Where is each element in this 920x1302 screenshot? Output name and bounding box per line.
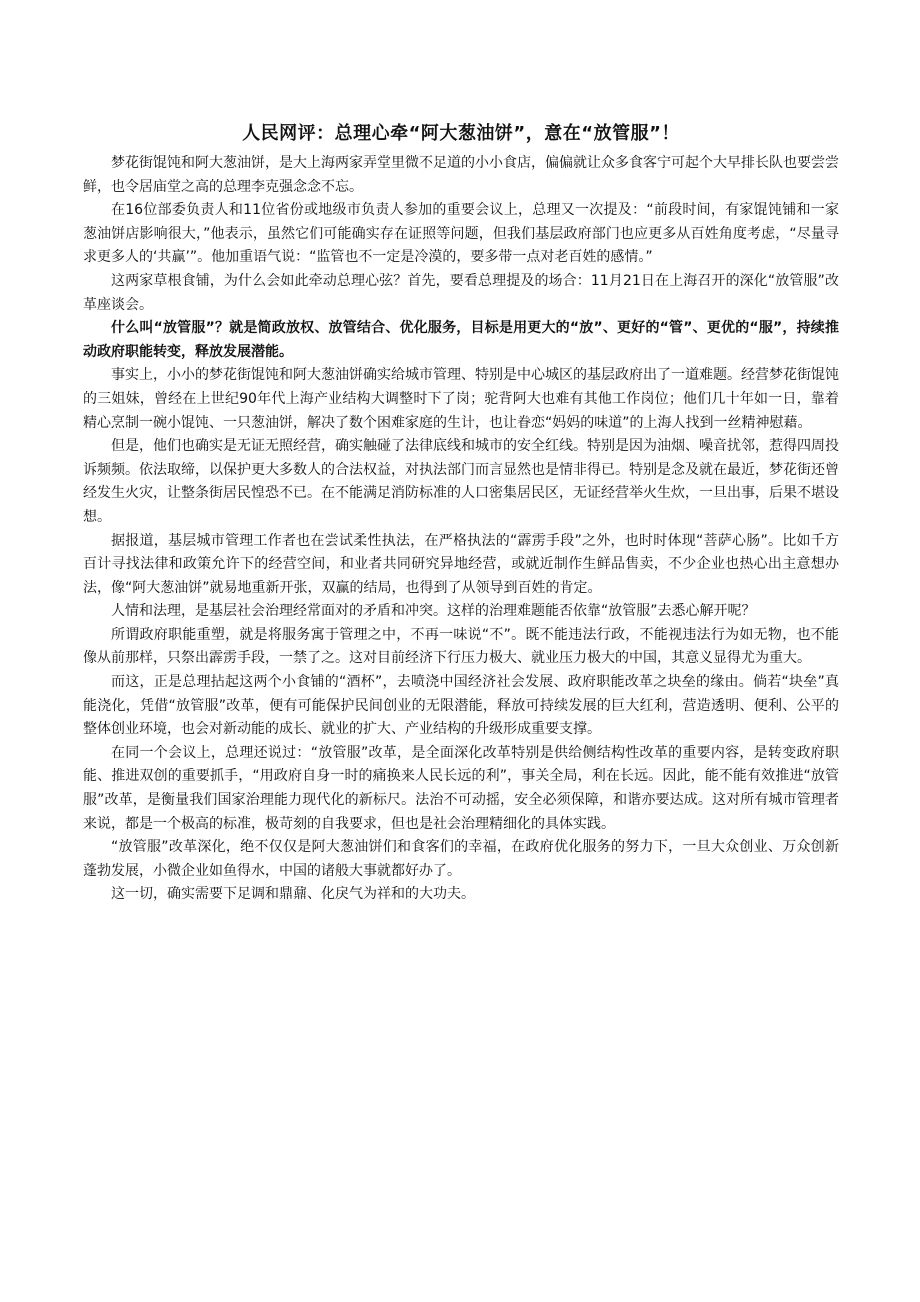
paragraph: 这两家草根食铺，为什么会如此牵动总理心弦？首先，要看总理提及的场合：11月21日在上海召开的深化“放管服”改革座谈会。	[83, 272, 839, 313]
paragraph: 在16位部委负责人和11位省份或地级市负责人参加的重要会议上，总理又一次提及：“前段时间，有家馄饨铺和一家葱油饼店影响很大，”他表示，虽然它们可能确实存在证照等问题，但我们基层政府部门也应更多从百姓角度考虑，“尽量寻求更多人的‘共赢’”。他加重语气说：“监管也不一定是冷漠的，要多带一点对老百姓的感情。”	[83, 202, 839, 266]
paragraph-emphasis: 什么叫“放管服”？就是简政放权、放管结合、优化服务，目标是用更大的“放”、更好的“管”、更优的“服”，持续推动政府职能转变，释放发展潜能。	[83, 320, 839, 360]
paragraph: “放管服”改革深化，绝不仅仅是阿大葱油饼们和食客们的幸福，在政府优化服务的努力下，一旦大众创业、万众创新蓬勃发展，小微企业如鱼得水，中国的诸般大事就都好办了。	[83, 839, 839, 879]
paragraph: 所谓政府职能重塑，就是将服务寓于管理之中，不再一味说“不”。既不能违法行政，不能视违法行为如无物，也不能像从前那样，只祭出霹雳手段，一禁了之。这对目前经济下行压力极大、就业压力极大的中国，其意义显得尤为重大。	[83, 626, 839, 667]
paragraph: 梦花街馄饨和阿大葱油饼，是大上海两家弄堂里微不足道的小小食店，偏偏就让众多食客宁可起个大早排长队也要尝尝鲜，也令居庙堂之高的总理李克强念念不忘。	[83, 155, 839, 195]
paragraph: 但是，他们也确实是无证无照经营，确实触碰了法律底线和城市的安全红线。特别是因为油烟、噪音扰邻，惹得四周投诉频频。依法取缔，以保护更大多数人的合法权益，对执法部门而言显然也是情非得已。特别是念及就在最近，梦花街还曾经发生火灾，让整条街居民惶恐不已。在不能满足消防标准的人口密集居民区，无证经营举火生炊，一旦出事，后果不堪设想。	[83, 438, 839, 525]
paragraph: 据报道，基层城市管理工作者也在尝试柔性执法，在严格执法的“霹雳手段”之外，也时时体现“菩萨心肠”。比如千方百计寻找法律和政策允许下的经营空间，和业者共同研究异地经营，或就近制作生鲜品售卖，不少企业也热心出主意想办法，像“阿大葱油饼”就易地重新开张，双赢的结局，也得到了从领导到百姓的肯定。	[83, 532, 839, 596]
paragraph: 在同一个会议上，总理还说过：“放管服”改革，是全面深化改革特别是供给侧结构性改革的重要内容，是转变政府职能、推进双创的重要抓手，“用政府自身一时的痛换来人民长远的利”，事关全局，利在长远。因此，能不能有效推进“放管服”改革，是衡量我们国家治理能力现代化的新标尺。法治不可动摇，安全必须保障，和谐亦要达成。这对所有城市管理者来说，都是一个极高的标准，极苛刻的自我要求，但也是社会治理精细化的具体实践。	[83, 744, 839, 832]
paragraph: 而这，正是总理拈起这两个小食铺的“酒杯”，去喷浇中国经济社会发展、政府职能改革之块垒的缘由。倘若“块垒”真能浇化，凭借“放管服”改革，便有可能保护民间创业的无限潜能，释放可持续发展的巨大红利，营造透明、便利、公平的整体创业环境，也会对新动能的成长、就业的扩大、产业结构的升级形成重要支撑。	[83, 674, 839, 738]
paragraph: 事实上，小小的梦花街馄饨和阿大葱油饼确实给城市管理、特别是中心城区的基层政府出了一道难题。经营梦花街馄饨的三姐妹，曾经在上世纪90年代上海产业结构大调整时下了岗；驼背阿大也难有其他工作岗位；他们几十年如一日，靠着精心烹制一碗小馄饨、一只葱油饼，解决了数个困难家庭的生计，也让眷恋“妈妈的味道”的上海人找到一丝精神慰藉。	[83, 367, 839, 431]
article-title: 人民网评：总理心牵“阿大葱油饼”，意在“放管服”！	[242, 123, 680, 144]
document-page	[83, 120, 839, 907]
paragraph: 人情和法理，是基层社会治理经常面对的矛盾和冲突。这样的治理难题能否依靠“放管服”去悉心解开呢？	[111, 603, 756, 620]
paragraph: 这一切，确实需要下足调和鼎鼐、化戾气为祥和的大功夫。	[111, 886, 475, 903]
